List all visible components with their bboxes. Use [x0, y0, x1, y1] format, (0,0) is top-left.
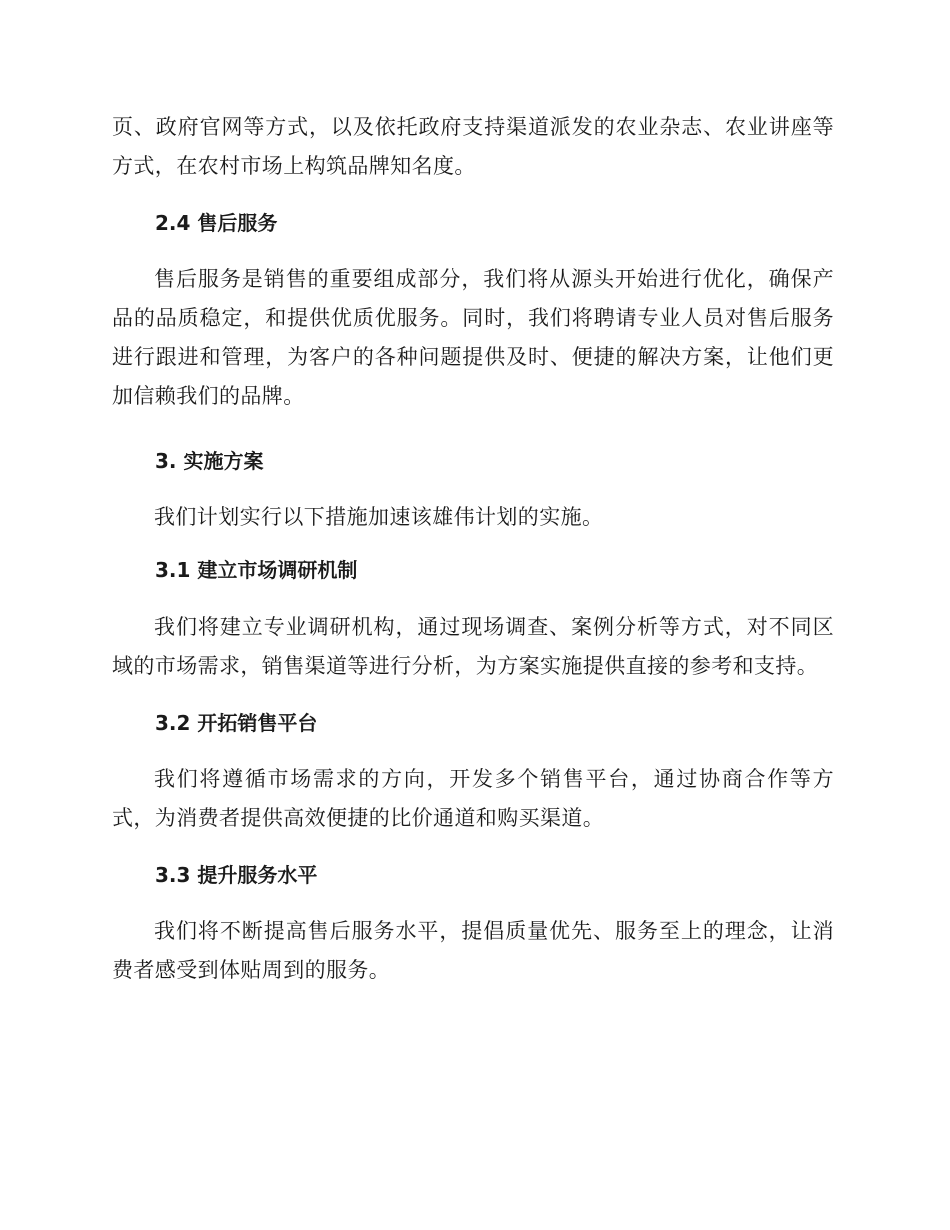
heading-2-4: 2.4 售后服务	[155, 211, 278, 235]
paragraph-3-3: 我们将不断提高售后服务水平，提倡质量优先、服务至上的理念，让消费者感受到体贴周到的服务。	[112, 919, 834, 982]
paragraph-3: 我们计划实行以下措施加速该雄伟计划的实施。	[154, 505, 604, 529]
paragraph-3-1: 我们将建立专业调研机构，通过现场调查、案例分析等方式，对不同区域的市场需求，销售渠道等进行分析，为方案实施提供直接的参考和支持。	[112, 615, 834, 678]
heading-3-3: 3.3 提升服务水平	[155, 863, 318, 887]
heading-3-1: 3.1 建立市场调研机制	[155, 558, 358, 582]
heading-3-2: 3.2 开拓销售平台	[155, 711, 318, 735]
paragraph-3-2: 我们将遵循市场需求的方向，开发多个销售平台，通过协商合作等方式，为消费者提供高效便捷的比价通道和购买渠道。	[112, 767, 834, 830]
paragraph-2-4: 售后服务是销售的重要组成部分，我们将从源头开始进行优化，确保产品的品质稳定，和提供优质优服务。同时，我们将聘请专业人员对售后服务进行跟进和管理，为客户的各种问题提供及时、便捷的解决方案，让他们更加信赖我们的品牌。	[112, 267, 834, 408]
heading-3: 3. 实施方案	[155, 449, 264, 473]
paragraph-continued: 页、政府官网等方式，以及依托政府支持渠道派发的农业杂志、农业讲座等方式，在农村市场上构筑品牌知名度。	[112, 115, 834, 178]
